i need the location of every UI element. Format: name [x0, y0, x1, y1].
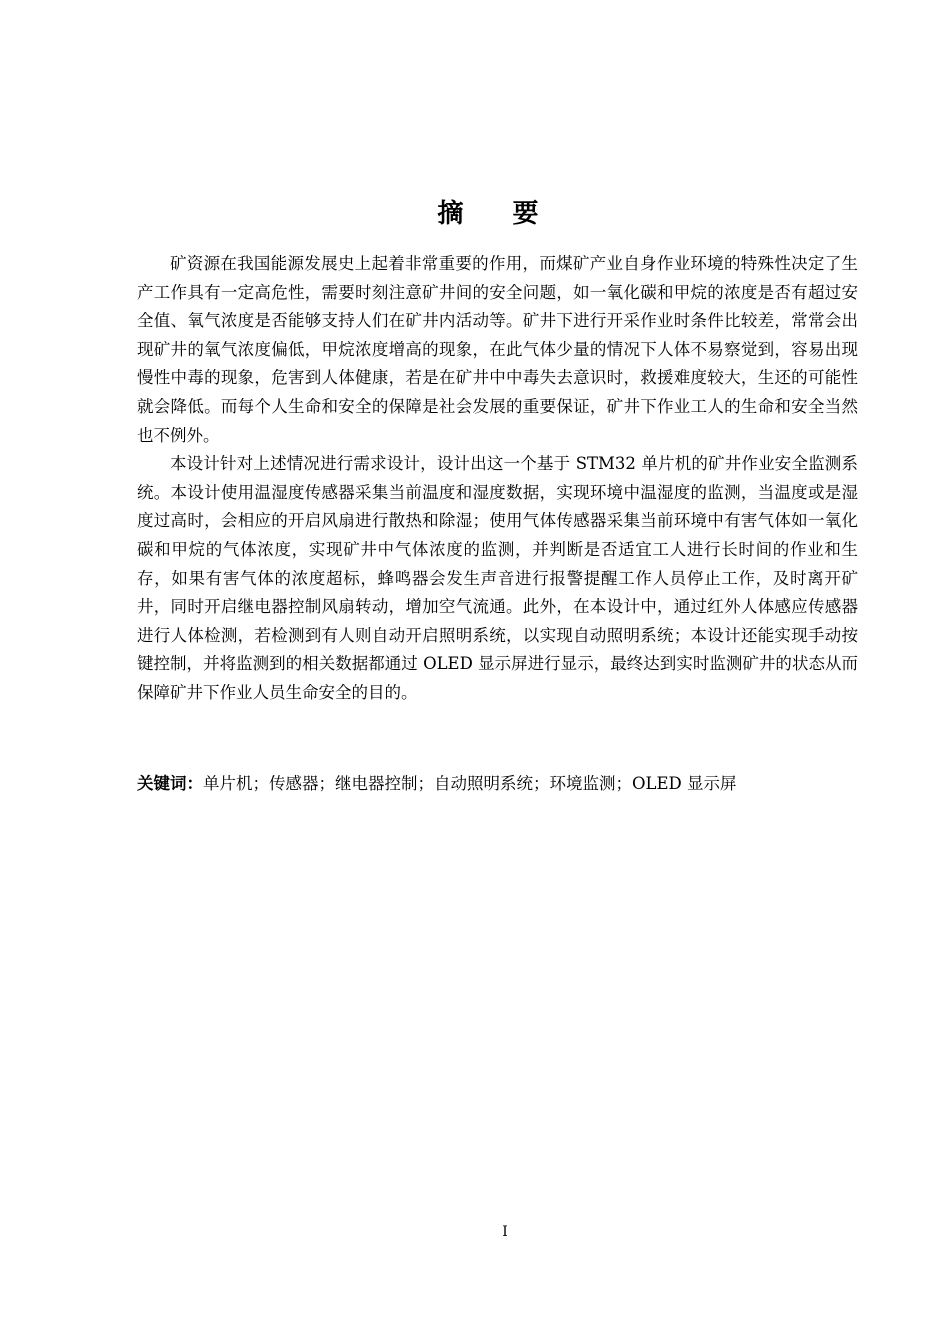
- abstract-paragraph-2: 本设计针对上述情况进行需求设计，设计出这一个基于 STM32 单片机的矿井作业安全监测系统。本设计使用温湿度传感器采集当前温度和湿度数据，实现环境中温湿度的监测，当温度或是湿度过高时，会相应的开启风扇进行散热和除湿；使用气体传感器采集当前环境中有害气体如一氧化碳和甲烷的气体浓度，实现矿井中气体浓度的监测，并判断是否适宜工人进行长时间的作业和生存，如果有害气体的浓度超标，蜂鸣器会发生声音进行报警提醒工作人员停止工作，及时离开矿井，同时开启继电器控制风扇转动，增加空气流通。此外，在本设计中，通过红外人体感应传感器进行人体检测，若检测到有人则自动开启照明系统，以实现自动照明系统；本设计还能实现手动按键控制，并将监测到的相关数据都通过 OLED 显示屏进行显示，最终达到实时监测矿井的状态从而保障矿井下作业人员生命安全的目的。: [137, 454, 858, 702]
- keywords-line: [137, 770, 858, 798]
- abstract-title: 摘 要: [437, 199, 559, 229]
- page-number: I: [502, 1224, 508, 1240]
- abstract-body: [137, 250, 858, 708]
- keywords-label: 关键词：: [137, 774, 203, 793]
- abstract-paragraph-1: 矿资源在我国能源发展史上起着非常重要的作用，而煤矿产业自身作业环境的特殊性决定了生产工作具有一定高危性，需要时刻注意矿井间的安全问题，如一氧化碳和甲烷的浓度是否有超过安全值、氧气浓度是否能够支持人们在矿井内活动等。矿井下进行开采作业时条件比较差，常常会出现矿井的氧气浓度偏低，甲烷浓度增高的现象，在此气体少量的情况下人体不易察觉到，容易出现慢性中毒的现象，危害到人体健康，若是在矿井中中毒失去意识时，救援难度较大，生还的可能性就会降低。而每个人生命和安全的保障是社会发展的重要保证，矿井下作业工人的生命和安全当然也不例外。: [137, 254, 858, 445]
- keywords-text: 单片机；传感器；继电器控制；自动照明系统；环境监测；OLED 显示屏: [203, 774, 737, 793]
